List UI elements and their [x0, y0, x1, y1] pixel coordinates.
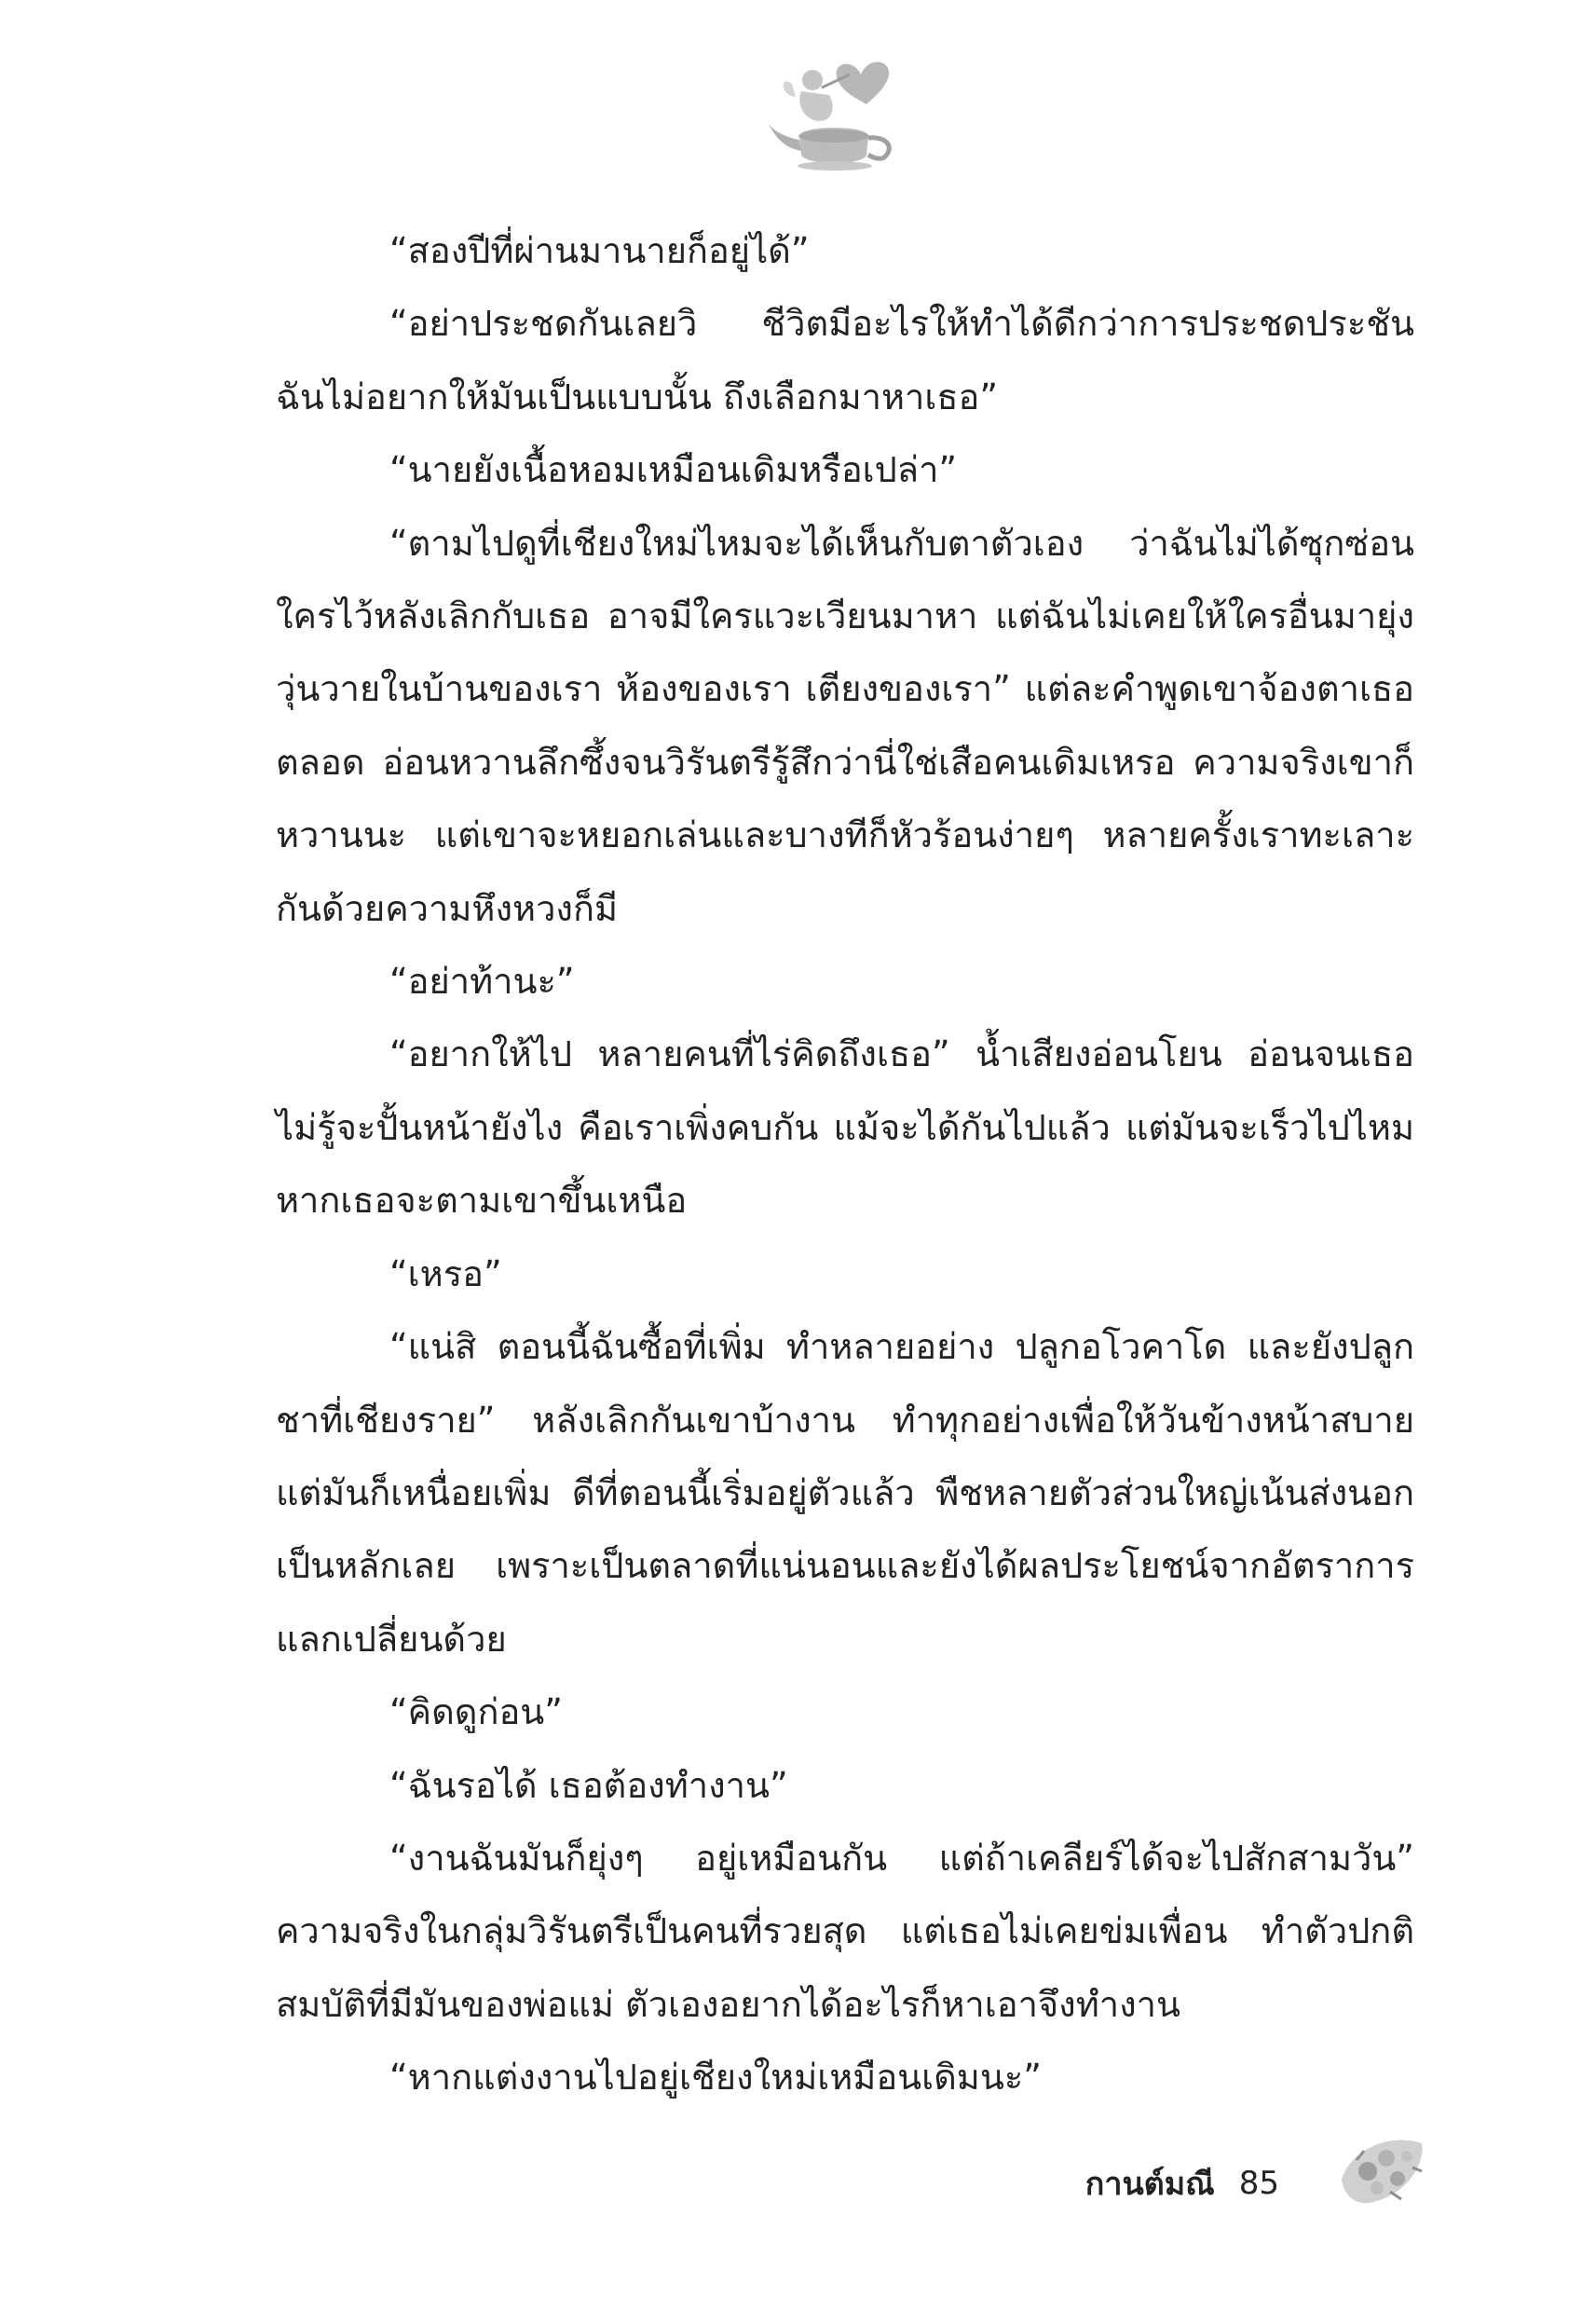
paragraph: “แน่สิ ตอนนี้ฉันซื้อที่เพิ่ม ทำหลายอย่าง ปลูกอโวคาโด และยังปลูกชาที่เชียงราย” หลังเลิกกันเขาบ้างาน ทำทุกอย่างเพื่อให้วันข้างหน้าสบาย แต่มันก็เหนื่อยเพิ่ม ดีที่ตอนนี้เริ่มอยู่ตัวแล้ว พืชหลายตัวส่วนใหญ่เน้นส่งนอกเป็นหลักเลย เพราะเป็นตลาดที่แน่นอนและยังได้ผลประโยชน์จากอัตราการแลกเปลี่ยนด้วย — [276, 1326, 1414, 1660]
paragraph: “ฉันรอได้ เธอต้องทำงาน” — [389, 1764, 788, 1806]
paragraph: “นายยังเนื้อหอมเหมือนเดิมหรือเปล่า” — [389, 449, 958, 491]
cupid-teapot-ornament-icon — [764, 47, 904, 177]
book-title: กานต์มณี — [1084, 2166, 1215, 2203]
flower-bouquet-ornament-icon — [1332, 2123, 1435, 2216]
paragraph: “คิดดูก่อน” — [389, 1691, 563, 1733]
page-number: 85 — [1238, 2165, 1279, 2202]
paragraph: “ตามไปดูที่เชียงใหม่ไหมจะได้เห็นกับตาตัวเอง ว่าฉันไม่ได้ซุกซ่อนใครไว้หลังเลิกกับเธอ อาจมีใครแวะเวียนมาหา แต่ฉันไม่เคยให้ใครอื่นมายุ่งวุ่นวายในบ้านของเรา ห้องของเรา เตียงของเรา” แต่ละคำพูดเขาจ้องตาเธอตลอด อ่อนหวานลึกซึ้งจนวิรันตรีรู้สึกว่านี่ใช่เสือคนเดิมเหรอ ความจริงเขาก็หวานนะ แต่เขาจะหยอกเล่นและบางทีก็หัวร้อนง่ายๆ หลายครั้งเราทะเลาะกันด้วยความหึงหวงก็มี — [276, 522, 1414, 929]
chapter-text — [276, 214, 1414, 2114]
paragraph: “อยากให้ไป หลายคนที่ไร่คิดถึงเธอ” น้ำเสียงอ่อนโยน อ่อนจนเธอไม่รู้จะปั้นหน้ายังไง คือเราเพิ่งคบกัน แม้จะได้กันไปแล้ว แต่มันจะเร็วไปไหมหากเธอจะตามเขาขึ้นเหนือ — [276, 1033, 1414, 1222]
paragraph: “งานฉันมันก็ยุ่งๆ อยู่เหมือนกัน แต่ถ้าเคลียร์ได้จะไปสักสามวัน” ความจริงในกลุ่มวิรันตรีเป็นคนที่รวยสุด แต่เธอไม่เคยข่มเพื่อน ทำตัวปกติ สมบัติที่มีมันของพ่อแม่ ตัวเองอยากได้อะไรก็หาเอาจึงทำงาน — [276, 1837, 1414, 2025]
paragraph: “หากแต่งงานไปอยู่เชียงใหม่เหมือนเดิมนะ” — [389, 2057, 1042, 2099]
paragraph: “อย่าประชดกันเลยวิ ชีวิตมีอะไรให้ทำได้ดีกว่าการประชดประชัน ฉันไม่อยากให้มันเป็นแบบนั้น ถึงเลือกมาหาเธอ” — [276, 303, 1414, 417]
page-footer — [1085, 2158, 1279, 2208]
paragraph: “สองปีที่ผ่านมานายก็อยู่ได้” — [389, 230, 810, 271]
paragraph: “อย่าท้านะ” — [389, 961, 575, 1003]
paragraph: “เหรอ” — [389, 1252, 502, 1294]
